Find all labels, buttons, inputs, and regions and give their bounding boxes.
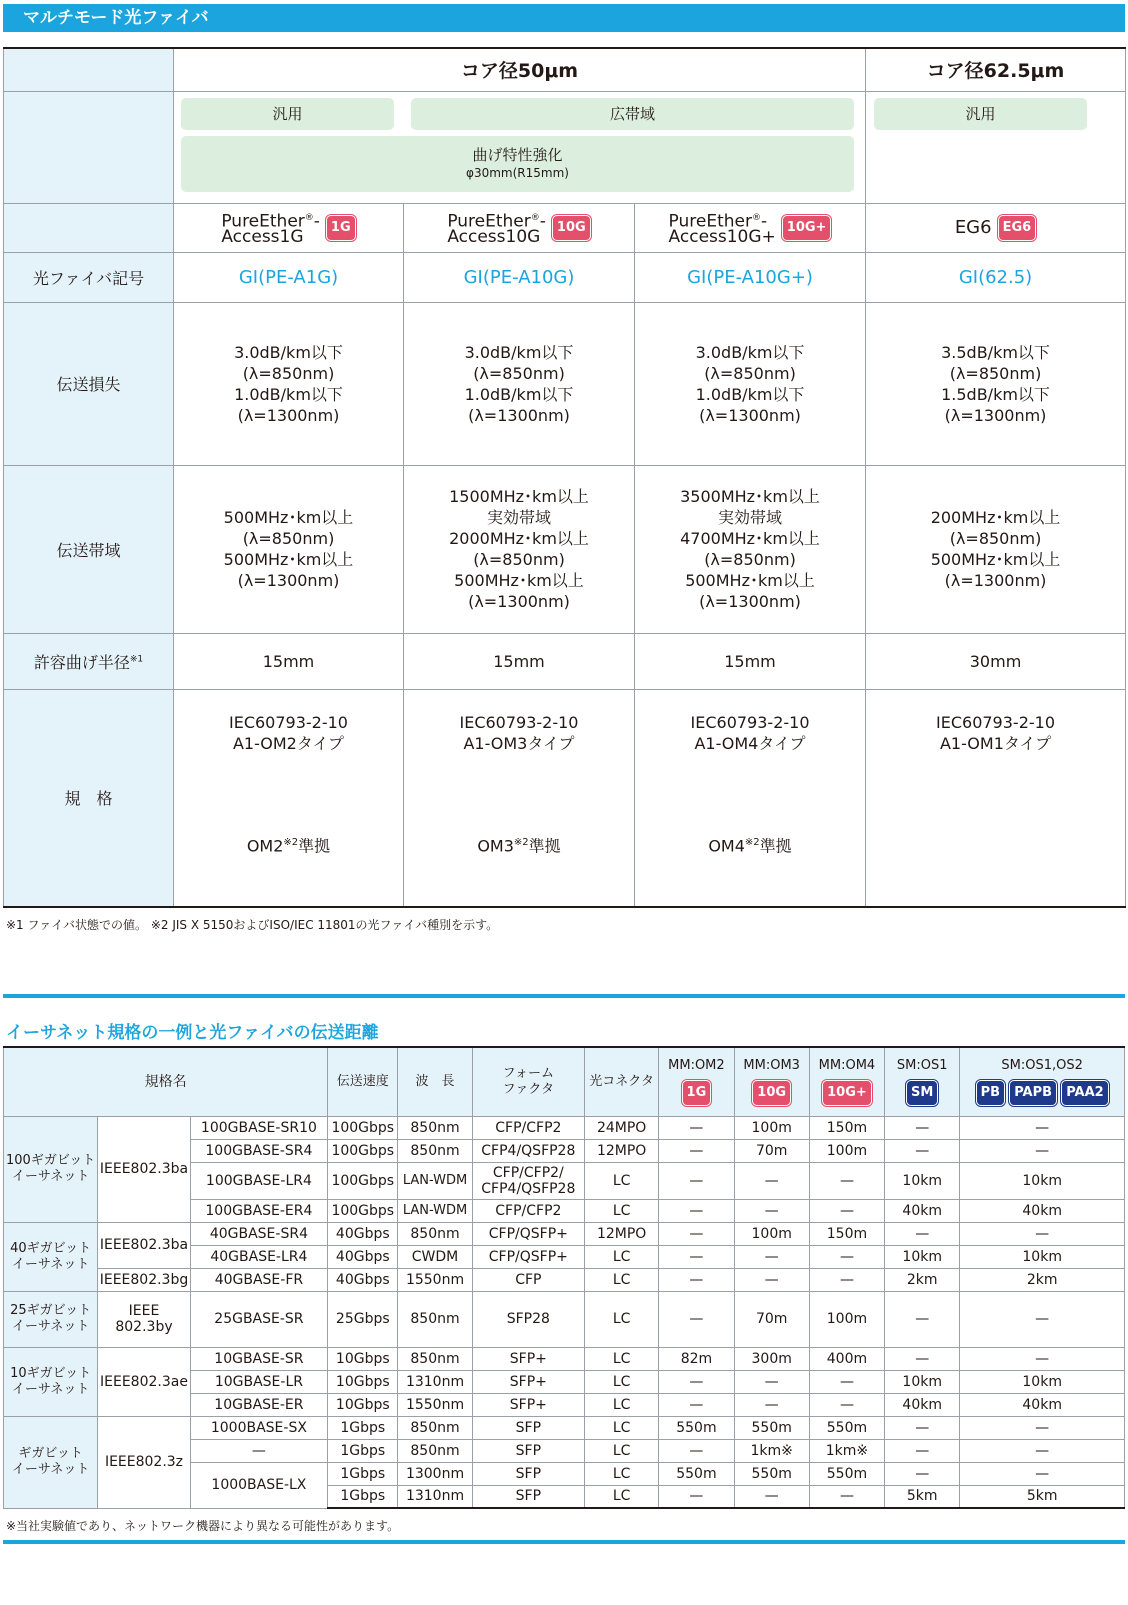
col-header-om2: MM:OM2 1G: [659, 1047, 734, 1116]
table-cell: LC: [585, 1268, 659, 1291]
table-cell: 40GBASE-FR: [190, 1268, 328, 1291]
table-cell: 100Gbps: [328, 1199, 398, 1222]
papb-badge-icon: PAPB: [1009, 1080, 1057, 1106]
om4-badge-icon: 10G+: [822, 1080, 872, 1106]
table-cell: 10Gbps: [328, 1370, 398, 1393]
table-cell: —: [659, 1139, 734, 1162]
table-cell: 100m: [809, 1139, 884, 1162]
table-cell: CFP/CFP2: [472, 1116, 584, 1139]
speed-badge-icon: 10G: [552, 215, 591, 241]
group-label: 25ギガビット イーサネット: [4, 1291, 98, 1347]
category-label-cell: [4, 91, 174, 203]
table-cell: 100GBASE-SR4: [190, 1139, 328, 1162]
table-cell: —: [734, 1370, 809, 1393]
table-cell: —: [960, 1347, 1125, 1370]
table-cell: 82m: [659, 1347, 734, 1370]
table-cell: 40km: [885, 1199, 960, 1222]
table-cell: 100Gbps: [328, 1116, 398, 1139]
ieee-std: IEEE802.3ae: [98, 1347, 190, 1416]
bend-radius: 15mm: [404, 633, 635, 689]
table-cell: 1550nm: [398, 1268, 472, 1291]
table-cell: CFP: [472, 1268, 584, 1291]
table-cell: 40km: [960, 1199, 1125, 1222]
table-cell: 10km: [960, 1370, 1125, 1393]
fiber-code: GI(PE-A10G): [404, 252, 635, 302]
table-cell: —: [659, 1222, 734, 1245]
table-cell: 100GBASE-SR10: [190, 1116, 328, 1139]
ieee-std: IEEE802.3z: [98, 1416, 190, 1508]
product-cell: [404, 203, 635, 252]
table-cell: 850nm: [398, 1116, 472, 1139]
pill-general: 汎用: [181, 98, 394, 130]
table-cell: —: [885, 1222, 960, 1245]
table-cell: LC: [585, 1199, 659, 1222]
table-cell: —: [659, 1162, 734, 1199]
table-cell: —: [659, 1291, 734, 1347]
table-cell: LC: [585, 1462, 659, 1485]
group-label: ギガビット イーサネット: [4, 1416, 98, 1508]
table-cell: 10GBASE-SR: [190, 1347, 328, 1370]
table-cell: —: [190, 1439, 328, 1462]
bend-radius: 15mm: [635, 633, 866, 689]
table-cell: 550m: [734, 1416, 809, 1439]
product-cell: [174, 203, 404, 252]
bend-radius: 30mm: [866, 633, 1126, 689]
table-cell: LC: [585, 1393, 659, 1416]
col-header-os12: SM:OS1,OS2 PB PAPB PAA2: [960, 1047, 1125, 1116]
pill-general-625: 汎用: [874, 98, 1087, 130]
table-cell: 5km: [960, 1485, 1125, 1508]
section-header-bar: [3, 4, 1125, 32]
multimode-fiber-table: [3, 47, 1126, 908]
table-cell: 40km: [885, 1393, 960, 1416]
col-header-connector: 光コネクタ: [585, 1047, 659, 1116]
paa2-badge-icon: PAA2: [1061, 1080, 1109, 1106]
footnote-2: ※当社実験値であり、ネットワーク機器により異なる可能性があります。: [6, 1519, 400, 1533]
table-cell: 2km: [960, 1268, 1125, 1291]
product-name: PureEther®- Access10G: [447, 211, 546, 248]
table-cell: 40Gbps: [328, 1222, 398, 1245]
fiber-code: GI(62.5): [866, 252, 1126, 302]
table-cell: SFP: [472, 1439, 584, 1462]
col-header-form: フォーム ファクタ: [472, 1047, 584, 1116]
corner-cell: [4, 48, 174, 91]
table-cell: —: [734, 1268, 809, 1291]
core50-header: コア径50μm: [174, 48, 866, 91]
product-name: PureEther®- Access10G+: [668, 211, 776, 248]
table-cell: 70m: [734, 1139, 809, 1162]
table-cell: CFP/QSFP+: [472, 1245, 584, 1268]
table-cell: LC: [585, 1347, 659, 1370]
table-cell: 1310nm: [398, 1370, 472, 1393]
table-cell: 10km: [960, 1162, 1125, 1199]
table-cell: 850nm: [398, 1222, 472, 1245]
table-cell: 1km※: [734, 1439, 809, 1462]
table-cell: 1300nm: [398, 1462, 472, 1485]
table-cell: 24MPO: [585, 1116, 659, 1139]
table-cell: 1Gbps: [328, 1439, 398, 1462]
core625-header: コア径62.5μm: [866, 48, 1126, 91]
table-cell: 2km: [885, 1268, 960, 1291]
table-cell: CFP/CFP2: [472, 1199, 584, 1222]
om2-badge-icon: 1G: [682, 1080, 712, 1106]
table-cell: CWDM: [398, 1245, 472, 1268]
table-cell: —: [885, 1347, 960, 1370]
loss-cell: 3.0dB/km以下 (λ=850nm) 1.0dB/km以下 (λ=1300nm): [404, 302, 635, 465]
product-cell: [635, 203, 866, 252]
table-cell: CFP/CFP2/ CFP4/QSFP28: [472, 1162, 584, 1199]
table-cell: 10km: [885, 1245, 960, 1268]
fiber-code: GI(PE-A10G+): [635, 252, 866, 302]
om3-badge-icon: 10G: [752, 1080, 791, 1106]
category-cell-625: [866, 91, 1126, 203]
bend-radius: 15mm: [174, 633, 404, 689]
col-header-name: 規格名: [4, 1047, 328, 1116]
ieee-std: IEEE 802.3by: [98, 1291, 190, 1347]
table-cell: 550m: [734, 1462, 809, 1485]
loss-cell: 3.0dB/km以下 (λ=850nm) 1.0dB/km以下 (λ=1300nm): [174, 302, 404, 465]
table-cell: —: [734, 1393, 809, 1416]
table-cell: 1550nm: [398, 1393, 472, 1416]
col-header-speed: 伝送速度: [328, 1047, 398, 1116]
table-cell: 10km: [960, 1245, 1125, 1268]
table-cell: 10km: [885, 1370, 960, 1393]
table-cell: 150m: [809, 1116, 884, 1139]
table-cell: CFP4/QSFP28: [472, 1139, 584, 1162]
table-cell: 10Gbps: [328, 1393, 398, 1416]
table-cell: 40km: [960, 1393, 1125, 1416]
table-cell: —: [960, 1291, 1125, 1347]
product-name: EG6: [954, 216, 992, 238]
table-cell: —: [659, 1116, 734, 1139]
table-cell: —: [734, 1162, 809, 1199]
bandwidth-cell: 500MHz･km以上 (λ=850nm) 500MHz･km以上 (λ=1300nm): [174, 465, 404, 633]
loss-cell: 3.5dB/km以下 (λ=850nm) 1.5dB/km以下 (λ=1300nm): [866, 302, 1126, 465]
standard-cell: IEC60793-2-10 A1-OM4タイプ OM4$^{※2}$準拠: [635, 689, 866, 907]
ieee-std: IEEE802.3bg: [98, 1268, 190, 1291]
table-cell: 100Gbps: [328, 1162, 398, 1199]
pill-wideband: 広帯域: [411, 98, 854, 130]
section2-title: イーサネット規格の一例と光ファイバの伝送距離: [6, 1023, 379, 1043]
sm-badge-icon: SM: [906, 1080, 938, 1106]
table-cell: SFP+: [472, 1370, 584, 1393]
ieee-std: IEEE802.3ba: [98, 1116, 190, 1222]
table-cell: —: [659, 1268, 734, 1291]
table-cell: 12MPO: [585, 1139, 659, 1162]
table-cell: —: [734, 1199, 809, 1222]
col-header-os1: SM:OS1 SM: [885, 1047, 960, 1116]
col-header-wave: 波 長: [398, 1047, 472, 1116]
group-label: 100ギガビット イーサネット: [4, 1116, 98, 1222]
table-cell: LC: [585, 1485, 659, 1508]
table-cell: 1000BASE-LX: [190, 1462, 328, 1508]
table-cell: —: [809, 1268, 884, 1291]
table-cell: —: [809, 1393, 884, 1416]
table-cell: 1Gbps: [328, 1485, 398, 1508]
standard-cell: IEC60793-2-10 A1-OM3タイプ OM3$^{※2}$準拠: [404, 689, 635, 907]
table-cell: —: [960, 1439, 1125, 1462]
loss-cell: 3.0dB/km以下 (λ=850nm) 1.0dB/km以下 (λ=1300nm): [635, 302, 866, 465]
bandwidth-cell: 1500MHz･km以上 実効帯域 2000MHz･km以上 (λ=850nm) 500MHz･km以上 (λ=1300nm): [404, 465, 635, 633]
speed-badge-icon: EG6: [998, 215, 1037, 241]
table-cell: 10km: [885, 1162, 960, 1199]
table-cell: —: [809, 1370, 884, 1393]
table-cell: 1Gbps: [328, 1462, 398, 1485]
pb-badge-icon: PB: [976, 1080, 1005, 1106]
table-cell: —: [659, 1485, 734, 1508]
table-cell: 1000BASE-SX: [190, 1416, 328, 1439]
table-cell: —: [960, 1416, 1125, 1439]
table-cell: LC: [585, 1416, 659, 1439]
row-label-fiber-code: 光ファイバ記号: [4, 252, 174, 302]
table-cell: 150m: [809, 1222, 884, 1245]
table-cell: SFP+: [472, 1393, 584, 1416]
group-label: 10ギガビット イーサネット: [4, 1347, 98, 1416]
table-cell: 850nm: [398, 1439, 472, 1462]
table-cell: 40Gbps: [328, 1245, 398, 1268]
table-cell: 10GBASE-LR: [190, 1370, 328, 1393]
table-cell: 100m: [734, 1116, 809, 1139]
product-label-cell: [4, 203, 174, 252]
table-cell: 25GBASE-SR: [190, 1291, 328, 1347]
row-label-loss: 伝送損失: [4, 302, 174, 465]
section-divider: [3, 994, 1125, 998]
table-cell: LC: [585, 1162, 659, 1199]
table-cell: 100Gbps: [328, 1139, 398, 1162]
table-cell: —: [885, 1416, 960, 1439]
table-cell: 100GBASE-LR4: [190, 1162, 328, 1199]
table-cell: 10GBASE-ER: [190, 1393, 328, 1416]
table-cell: 400m: [809, 1347, 884, 1370]
table-cell: 100m: [809, 1291, 884, 1347]
table-cell: SFP: [472, 1485, 584, 1508]
table-cell: —: [809, 1245, 884, 1268]
row-label-bend-radius: 許容曲げ半径$^{※1}$: [4, 633, 174, 689]
product-cell: [866, 203, 1126, 252]
table-cell: 850nm: [398, 1347, 472, 1370]
table-cell: 1km※: [809, 1439, 884, 1462]
table-cell: LC: [585, 1245, 659, 1268]
col-header-om4: MM:OM4 10G+: [809, 1047, 884, 1116]
table-cell: —: [734, 1245, 809, 1268]
table-cell: LC: [585, 1439, 659, 1462]
pill-bend-sub: φ30mm(R15mm): [466, 166, 569, 180]
table-cell: 850nm: [398, 1291, 472, 1347]
table-cell: 12MPO: [585, 1222, 659, 1245]
footnote-1: ※1 ファイバ状態での値。 ※2 JIS X 5150およびISO/IEC 11801の光ファイバ種別を示す。: [6, 918, 499, 932]
table-cell: 1Gbps: [328, 1416, 398, 1439]
table-cell: 550m: [809, 1416, 884, 1439]
table-cell: —: [885, 1291, 960, 1347]
section-divider-bottom: [3, 1540, 1125, 1544]
table-cell: 850nm: [398, 1416, 472, 1439]
table-cell: —: [885, 1462, 960, 1485]
table-cell: 850nm: [398, 1139, 472, 1162]
table-cell: —: [659, 1393, 734, 1416]
table-cell: 40Gbps: [328, 1268, 398, 1291]
table-cell: 25Gbps: [328, 1291, 398, 1347]
table-cell: CFP/QSFP+: [472, 1222, 584, 1245]
pill-bend-title: 曲げ特性強化: [472, 146, 563, 164]
table-cell: —: [960, 1116, 1125, 1139]
pill-bend: [181, 136, 854, 192]
bandwidth-cell: 200MHz･km以上 (λ=850nm) 500MHz･km以上 (λ=1300nm): [866, 465, 1126, 633]
row-label-bandwidth: 伝送帯域: [4, 465, 174, 633]
category-cell-50: [174, 91, 866, 203]
table-cell: —: [960, 1139, 1125, 1162]
table-cell: LC: [585, 1370, 659, 1393]
table-cell: 1310nm: [398, 1485, 472, 1508]
bandwidth-cell: 3500MHz･km以上 実効帯域 4700MHz･km以上 (λ=850nm) 500MHz･km以上 (λ=1300nm): [635, 465, 866, 633]
table-cell: 5km: [885, 1485, 960, 1508]
standard-cell: IEC60793-2-10 A1-OM2タイプ OM2$^{※2}$準拠: [174, 689, 404, 907]
standard-cell: IEC60793-2-10 A1-OM1タイプ: [866, 689, 1126, 907]
table-cell: SFP28: [472, 1291, 584, 1347]
table-cell: 300m: [734, 1347, 809, 1370]
table-cell: LC: [585, 1291, 659, 1347]
table-cell: —: [885, 1439, 960, 1462]
table-cell: 550m: [809, 1462, 884, 1485]
table-cell: SFP: [472, 1416, 584, 1439]
table-cell: SFP+: [472, 1347, 584, 1370]
table-cell: 40GBASE-LR4: [190, 1245, 328, 1268]
table-cell: 550m: [659, 1416, 734, 1439]
table-cell: —: [809, 1162, 884, 1199]
speed-badge-icon: 10G+: [782, 215, 832, 241]
section-title: マルチモード光ファイバ: [23, 8, 209, 28]
fiber-code: GI(PE-A1G): [174, 252, 404, 302]
table-cell: 100GBASE-ER4: [190, 1199, 328, 1222]
table-cell: —: [659, 1199, 734, 1222]
table-cell: —: [885, 1139, 960, 1162]
table-cell: —: [734, 1485, 809, 1508]
table-cell: —: [960, 1222, 1125, 1245]
table-cell: LAN-WDM: [398, 1162, 472, 1199]
table-cell: 10Gbps: [328, 1347, 398, 1370]
ieee-std: IEEE802.3ba: [98, 1222, 190, 1268]
table-cell: —: [809, 1485, 884, 1508]
speed-badge-icon: 1G: [326, 215, 356, 241]
table-cell: SFP: [472, 1462, 584, 1485]
table-cell: LAN-WDM: [398, 1199, 472, 1222]
col-header-om3: MM:OM3 10G: [734, 1047, 809, 1116]
table-cell: 550m: [659, 1462, 734, 1485]
table-cell: —: [809, 1199, 884, 1222]
table-cell: 40GBASE-SR4: [190, 1222, 328, 1245]
table-cell: —: [659, 1439, 734, 1462]
table-cell: —: [885, 1116, 960, 1139]
ethernet-standards-table: [3, 1046, 1125, 1509]
row-label-standard: 規 格: [4, 689, 174, 907]
table-cell: —: [960, 1462, 1125, 1485]
table-cell: 100m: [734, 1222, 809, 1245]
table-cell: —: [659, 1370, 734, 1393]
product-name: PureEther®- Access1G: [221, 211, 320, 248]
group-label: 40ギガビット イーサネット: [4, 1222, 98, 1291]
table-cell: —: [659, 1245, 734, 1268]
table-cell: 70m: [734, 1291, 809, 1347]
